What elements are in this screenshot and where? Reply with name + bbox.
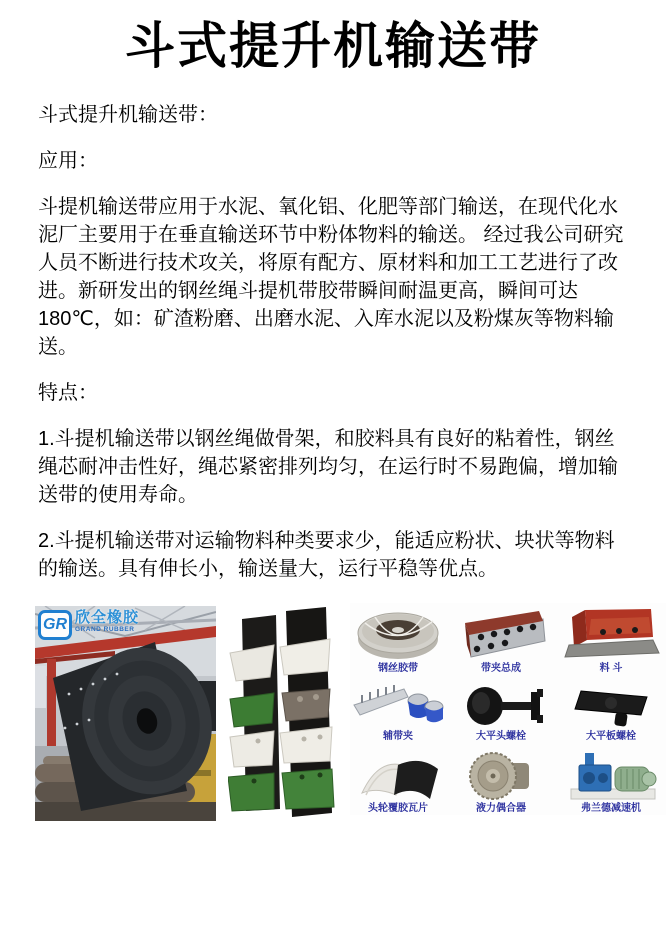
product-image-flender-reducer: [563, 749, 659, 801]
product-item: [446, 743, 556, 815]
product-label: 带夹总成: [481, 663, 521, 674]
product-image-rubber-lagging-tiles: [352, 753, 444, 801]
parts-grid: [350, 603, 666, 823]
logo-monogram: GR: [43, 616, 67, 633]
intro-line: 斗式提升机输送带：: [38, 104, 218, 126]
product-item: [446, 675, 556, 743]
logo-gr-icon: [38, 610, 72, 640]
product-label: 大平板螺栓: [586, 731, 636, 742]
product-image-flat-plate-bolt: [563, 683, 659, 729]
product-label: 液力偶合器: [476, 803, 526, 814]
product-label: 弗兰德减速机: [581, 803, 641, 814]
page-title: 斗式提升机输送带: [125, 18, 541, 74]
application-heading: 应用：: [38, 150, 98, 172]
product-image-hopper: [561, 607, 661, 661]
product-item: [350, 743, 446, 815]
product-label: 头轮覆胶瓦片: [368, 803, 428, 814]
buckets-belt-image: [228, 601, 344, 831]
product-label: 钢丝胶带: [378, 663, 418, 674]
product-images-strip: [0, 601, 666, 833]
factory-belt-roll-photo: [35, 606, 216, 821]
application-paragraph: 斗提机输送带应用于水泥、氧化铝、化肥等部门输送，在现代化水泥厂主要用于在垂直输送环节中粉体物料的输送。 经过我公司研究人员不断进行技术攻关，将原有配方、原材料和加工工艺进行了改进。新研发出的钢丝绳斗提机带胶带瞬间耐温更高，瞬间可达180℃，如：矿渣粉磨、出磨水泥、入库水泥以及粉煤灰等物料输送。: [38, 196, 624, 358]
feature-item-1: 1.斗提机输送带以钢丝绳做骨架，和胶料具有良好的粘着性，钢丝绳芯耐冲击性好，绳芯紧密排列均匀，在运行时不易跑偏，增加输送带的使用寿命。: [38, 428, 618, 506]
product-item: [556, 603, 666, 675]
product-image-belt-clamp-assembly: [451, 609, 551, 661]
elevator-buckets-photo: [228, 601, 344, 831]
product-label: 料 斗: [599, 663, 623, 674]
product-item: [350, 675, 446, 743]
product-label: 辅带夹: [383, 731, 413, 742]
logo-name-cn: 欣全橡胶: [75, 609, 140, 626]
product-image-fluid-coupling: [463, 751, 539, 801]
product-item: [556, 675, 666, 743]
logo-name-en: GRAND RUBBER: [75, 626, 135, 633]
feature-item-2: 2.斗提机输送带对运输物料种类要求少，能适应粉状、块状等物料的输送。具有伸长小，输送量大，运行平稳等优点。: [38, 530, 615, 580]
features-heading: 特点：: [38, 382, 98, 404]
product-item: [350, 603, 446, 675]
logo-text: [75, 610, 139, 634]
brand-logo: [38, 610, 139, 640]
product-label: 大平头螺栓: [476, 731, 526, 742]
product-item: [556, 743, 666, 815]
product-item: [446, 603, 556, 675]
product-image-steel-wire-belt: [355, 609, 441, 661]
product-image-aux-belt-clamp: [352, 683, 444, 729]
body-text: [38, 101, 632, 583]
product-image-flat-head-bolt: [453, 683, 549, 729]
